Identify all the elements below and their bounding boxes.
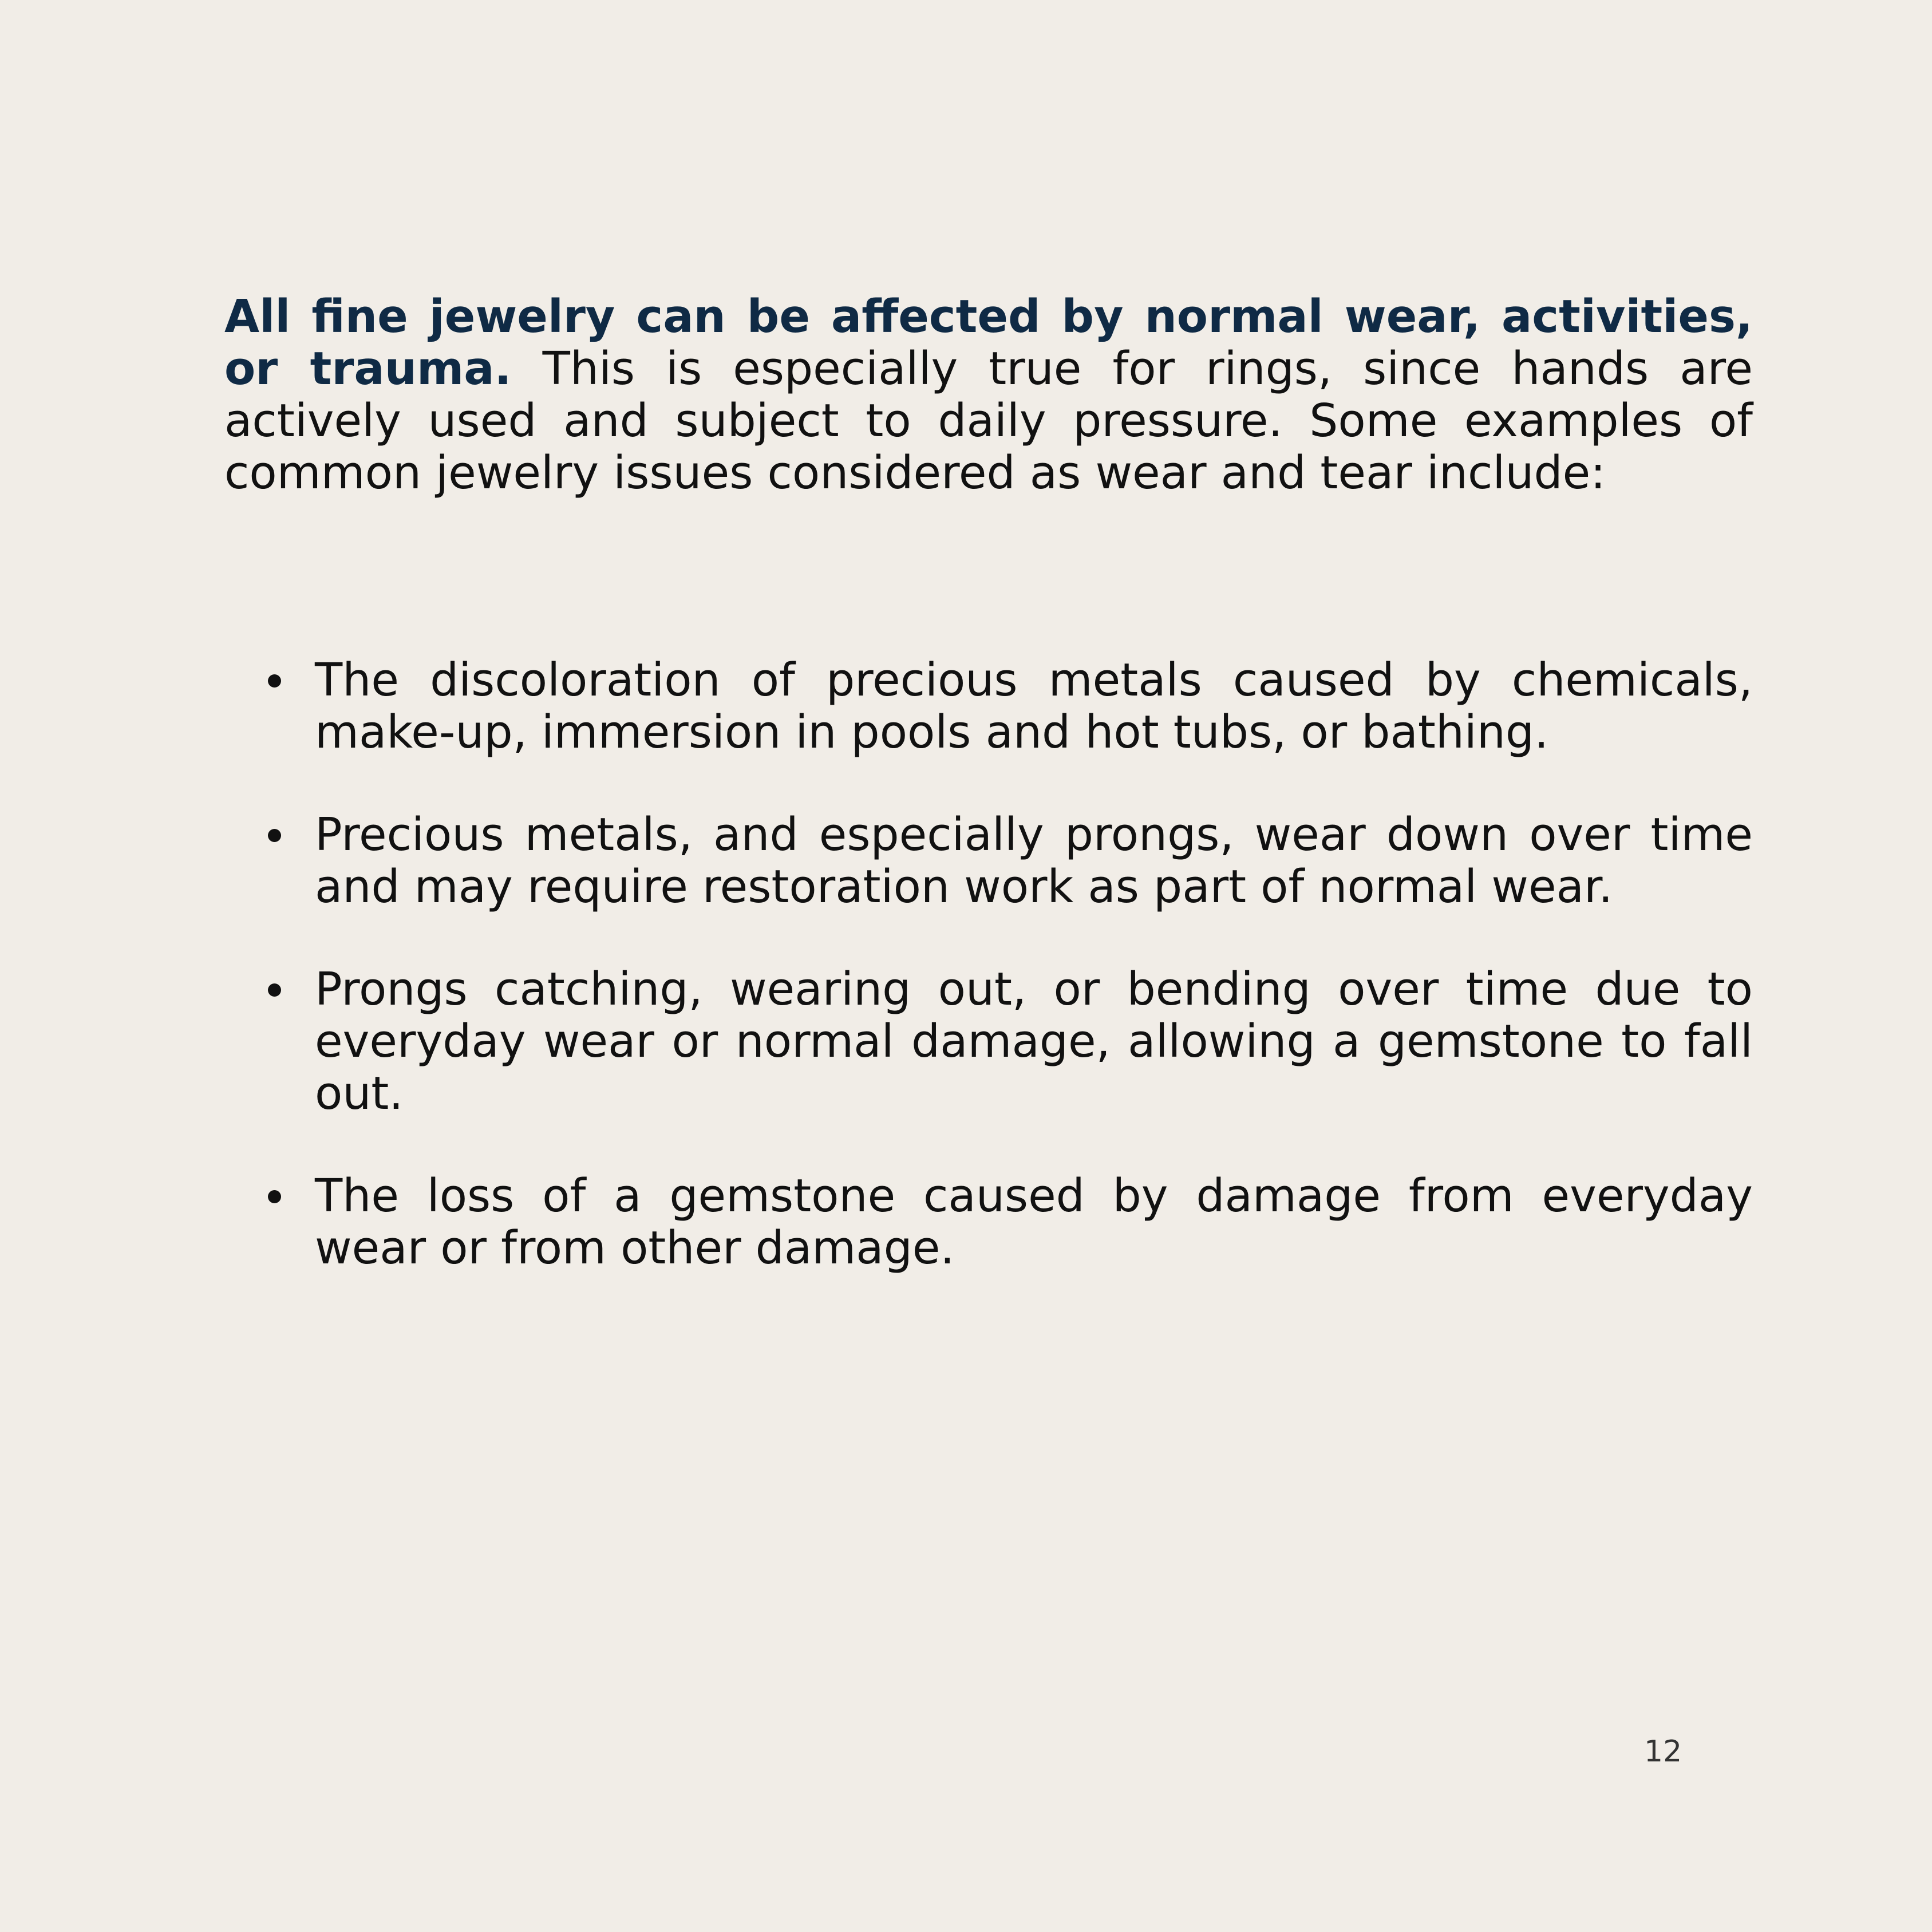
list-item xyxy=(315,809,1753,913)
wear-and-tear-list xyxy=(315,654,1753,1325)
intro-paragraph xyxy=(224,291,1753,499)
list-item xyxy=(315,1170,1753,1274)
page-number: 12 xyxy=(1644,1735,1682,1769)
bullet-icon xyxy=(268,983,281,997)
list-item xyxy=(315,963,1753,1120)
list-item-text: The loss of a gemstone caused by damage from everyday wear or from other damage. xyxy=(315,1170,1753,1274)
bullet-icon xyxy=(268,829,281,842)
list-item-text: The discoloration of precious metals caused by chemicals, make-up, immersion in pools and hot tubs, or bathing. xyxy=(315,654,1753,758)
list-item-text: Prongs catching, wearing out, or bending over time due to everyday wear or normal damage, allowing a gemstone to fall out. xyxy=(315,963,1753,1120)
list-item xyxy=(315,654,1753,758)
bullet-icon xyxy=(268,1190,281,1203)
bullet-icon xyxy=(268,674,281,688)
intro-lead: All fine jewelry can be affected by normal wear, activities, or trauma. xyxy=(224,290,1753,395)
list-item-text: Precious metals, and especially prongs, wear down over time and may require restoration work as part of normal wear. xyxy=(315,808,1753,913)
intro-body: This is especially true for rings, since hands are actively used and subject to daily pressure. Some examples of common jewelry issues considered as wear and tear include: xyxy=(224,342,1753,499)
